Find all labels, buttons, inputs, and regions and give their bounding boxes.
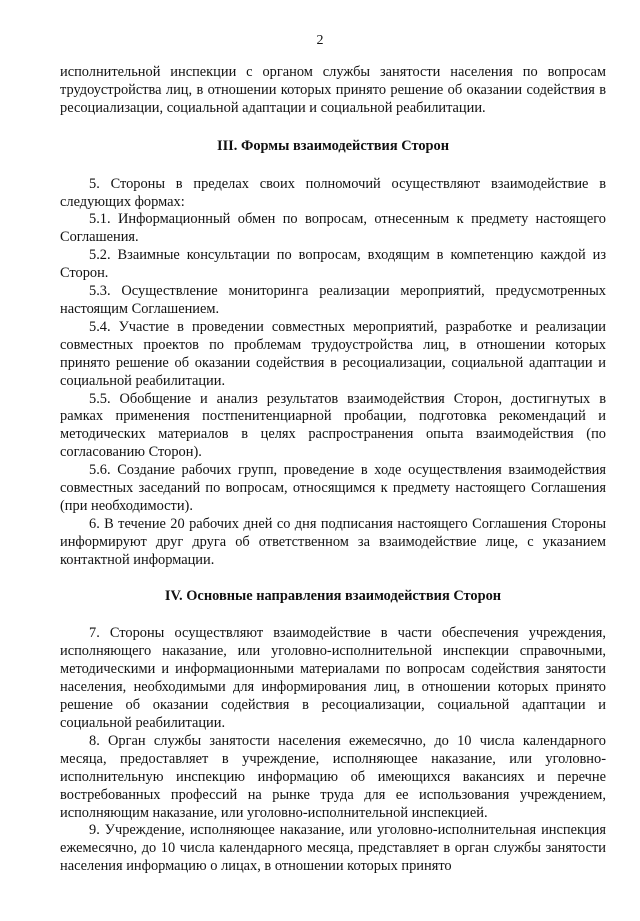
paragraph-8: 8. Орган службы занятости населения ежемесячно, до 10 числа календарного месяца, предоставляет в учреждение, исполняющее наказание, или уголовно-исполнительную инспекцию информацию об имеющихся вакансиях и перечне востребованных профессий на рынке труда для ее использования учреждением, исполняющим наказание, или уголовно-исполнительной инспекцией. (60, 732, 606, 821)
paragraph-5-3: 5.3. Осуществление мониторинга реализации мероприятий, предусмотренных настоящим Соглашением. (60, 283, 606, 317)
section-3-heading: III. Формы взаимодействия Сторон (216, 137, 450, 154)
paragraph-9: 9. Учреждение, исполняющее наказание, или уголовно-исполнительная инспекция ежемесячно, до 10 числа календарного месяца, представляет в орган службы занятости населения информацию о лицах, в отношении которых принято (60, 822, 606, 875)
section-4-heading: IV. Основные направления взаимодействия Сторон (164, 587, 502, 604)
paragraph-continuation: исполнительной инспекции с органом службы занятости населения по вопросам трудоустройства лиц, в отношении которых принято решение об оказании содействия в ресоциализации, социальной адаптации и социальной реабилитации. (60, 64, 606, 116)
paragraph-7: 7. Стороны осуществляют взаимодействие в части обеспечения учреждения, исполняющего наказание, или уголовно-исполнительной инспекции справочными, методическими и информационными материалами по вопросам содействия занятости населения, необходимыми для информирования лиц, в отношении которых принято решение об оказании содействия в ресоциализации, социальной адаптации и социальной реабилитации. (60, 625, 606, 731)
paragraph-5-5: 5.5. Обобщение и анализ результатов взаимодействия Сторон, достигнутых в рамках применения постпенитенциарной пробации, подготовка рекомендаций и методических материалов в целях распространения опыта взаимодействия (по согласованию Сторон). (60, 390, 606, 461)
paragraph-5-2: 5.2. Взаимные консультации по вопросам, входящим в компетенцию каждой из Сторон. (60, 247, 606, 282)
paragraph-5-6: 5.6. Создание рабочих групп, проведение в ходе осуществления взаимодействия совместных заседаний по вопросам, относящимся к предмету настоящего Соглашения (при необходимости). (60, 462, 606, 514)
document-body (60, 64, 606, 876)
paragraph-5-1: 5.1. Информационный обмен по вопросам, отнесенным к предмету настоящего Соглашения. (60, 211, 606, 246)
paragraph-5-4: 5.4. Участие в проведении совместных мероприятий, разработке и реализации совместных проектов по проблемам трудоустройства лиц, в отношении которых принято решение об оказании содействия в ресоциализации, социальной адаптации и социальной реабилитации. (60, 318, 606, 389)
paragraph-6: 6. В течение 20 рабочих дней со дня подписания настоящего Соглашения Стороны информируют друг друга об ответственном за взаимодействие лице, с указанием контактной информации. (60, 515, 606, 568)
page-number: 2 (316, 33, 324, 48)
paragraph-5: 5. Стороны в пределах своих полномочий осуществляют взаимодействие в следующих формах: (60, 175, 606, 210)
